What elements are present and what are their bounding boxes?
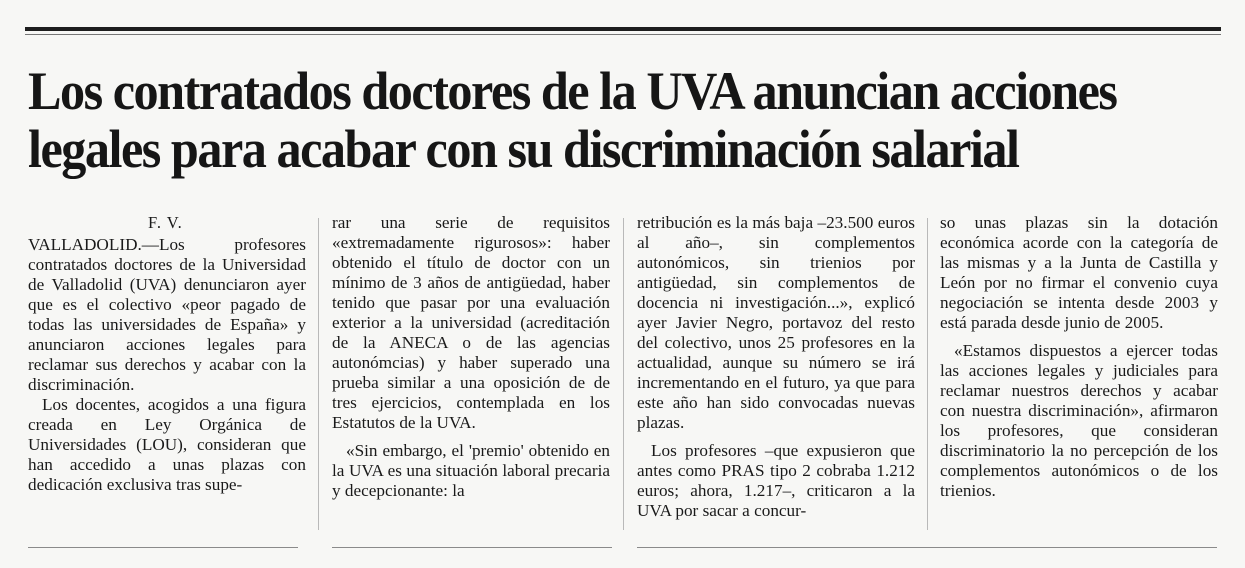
column-separator xyxy=(927,218,928,530)
bottom-rule xyxy=(897,547,1217,548)
byline: F. V. xyxy=(148,213,183,232)
paragraph: so unas plazas sin la dotación económica acorde con la categoría de las mismas y a la Junta de Castilla y León por no firmar el convenio cuya negociación se intenta desde 2003 y está parada desde junio de 2005. xyxy=(940,213,1218,332)
bottom-rule xyxy=(332,547,612,548)
article-column-3 xyxy=(637,213,915,521)
top-rule-thin xyxy=(25,34,1221,35)
headline xyxy=(28,62,1144,178)
paragraph: VALLADOLID.—Los profesores contratados doctores de la Universidad de Valladolid (UVA) denunciaron ayer que es el colectivo «peor pagado de todas las universidades de España» y anunciaron acciones legales para reclamar sus derechos y acabar con la discriminación. xyxy=(28,235,306,394)
paragraph: Los profesores –que expusieron que antes como PRAS tipo 2 cobraba 1.212 euros; ahora, 1.217–, criticaron a la UVA por sacar a concur- xyxy=(637,441,915,520)
article-column-4 xyxy=(940,213,1218,501)
article-column-1 xyxy=(28,235,306,495)
paragraph: «Estamos dispuestos a ejercer todas las acciones legales y judiciales para reclamar nuestros derechos y acabar con nuestra discriminación», afirmaron los profesores, que consideran discriminatorio la no percepción de los complementos autonómicos o de los trienios. xyxy=(940,341,1218,500)
paragraph: retribución es la más baja –23.500 euros al año–, sin complementos autonómicos, sin trienios por antigüedad, sin complementos de docencia ni investigación...», explicó ayer Javier Negro, portavoz del resto del colectivo, unos 25 profesores en la actualidad, aunque su número se irá incrementando en el futuro, ya que para este año han sido convocadas nuevas plazas. xyxy=(637,213,915,432)
top-rule xyxy=(25,27,1221,31)
paragraph: rar una serie de requisitos «extremadamente rigurosos»: haber obtenido el título de doctor con un mínimo de 3 años de antigüedad, haber tenido que pasar por una evaluación exterior a la universidad (acreditación de la ANECA o de las agencias autonómcias) y haber superado una prueba similar a una oposición de de tres ejercicios, contemplada en los Estatutos de la UVA. xyxy=(332,213,610,432)
column-separator xyxy=(318,218,319,530)
column-separator xyxy=(623,218,624,530)
bottom-rule xyxy=(28,547,298,548)
bottom-rule xyxy=(637,547,917,548)
article-column-2 xyxy=(332,213,610,501)
paragraph: Los docentes, acogidos a una figura creada en Ley Orgánica de Universidades (LOU), consideran que han accedido a unas plazas con dedicación exclusiva tras supe- xyxy=(28,395,306,494)
paragraph: «Sin embargo, el 'premio' obtenido en la UVA es una situación laboral precaria y decepcionante: la xyxy=(332,441,610,500)
headline-line-1: Los contratados doctores de la UVA anuncian acciones xyxy=(28,61,1117,121)
headline-line-2: legales para acabar con su discriminación salarial xyxy=(28,119,1019,179)
